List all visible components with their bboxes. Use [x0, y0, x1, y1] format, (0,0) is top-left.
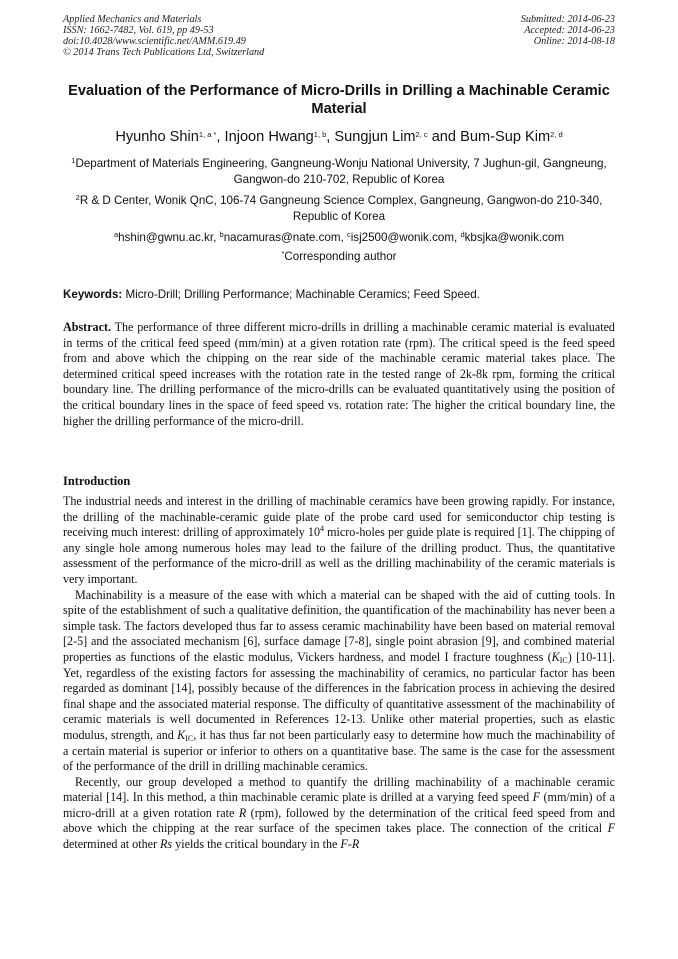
keywords-label: Keywords:	[63, 288, 123, 301]
intro-paragraph-3: Recently, our group developed a method to quantify the drilling machinability of a machinable ceramic material [14]. In this method, a thin machinable ceramic plate is drilled at a varying feed speed F (mm/min) of a micro-drill at a given rotation rate R (rpm), followed by the determination of the critical feed speed from and above which the chipping at the rear surface of the specimen takes place. The connection of the critical F determined at other Rs yields the critical boundary in the F-R	[63, 774, 615, 852]
corresponding-text: Corresponding author	[284, 250, 397, 263]
email-sup: a	[113, 230, 119, 239]
email-sup: b	[219, 230, 224, 239]
email-link[interactable]: hshin@gwnu.ac.kr	[118, 231, 214, 244]
author-sup: 2, c	[415, 130, 428, 139]
author-name: Hyunho Shin	[115, 129, 199, 145]
affiliation-text: R & D Center, Wonik QnC, 106-74 Gangneung Science Complex, Gangneung, Gangwon-do 210-340, Republic of Korea	[79, 194, 603, 223]
corresponding-author-note	[63, 249, 615, 265]
author-sup: 2, d	[550, 130, 563, 139]
abstract	[63, 320, 615, 429]
affiliation-text: Department of Materials Engineering, Gangneung-Wonju National University, 7 Jughun-gil, Gangneung, Gangwon-do 210-702, Republic of Korea	[75, 157, 607, 186]
paper-title: Evaluation of the Performance of Micro-Drills in Drilling a Machinable Ceramic Material	[68, 83, 610, 117]
affiliation-sup: 1	[71, 156, 76, 165]
corresponding-sup: *	[281, 249, 285, 258]
journal-header-left	[63, 14, 264, 58]
abstract-label: Abstract.	[63, 320, 112, 334]
intro-paragraph-2: Machinability is a measure of the ease with which a material can be shaped with the aid of cutting tools. In spite of the establishment of such a qualitative definition, the quantification of the machinability has never been a simple task. The factors developed thus far to assess ceramic machinability have been based on material removal [2-5] and the associated mechanism [6], surface damage [7-8], single point abrasion [9], and combined material properties as functions of the elastic modulus, Vickers hardness, and model I fracture toughness $(K_{IC})$ [10-11]. Yet, regardless of the existing factors for assessing the machinability of ceramics, no particular factor has been regarded as dominant [14], possibly because of the differences in the fabrication process in achieving the desired final shape and the associated material response. The difficulty of quantitative assessment of the machinability of ceramic materials is well documented in References 12-13. Unlike other material properties, such as elastic modulus, strength, and $K_{IC}$, it has thus far not been particularly easy to determine how much the machinability of a certain material is superior or inferior to others on a quantitative base. The same is the case for the assessment of the performance of the drill in drilling machinable ceramics.	[63, 587, 615, 774]
intro-paragraph-1: The industrial needs and interest in the drilling of machinable ceramics have been growing rapidly. For instance, the drilling of the machinable-ceramic guide plate of the probe card used for semiconductor chip testing is receiving much interest: drilling of approximately $10^4$ micro-holes per guide plate is required [1]. The chipping of any single hole among numerous holes may lead to the failure of the drilling product. Thus, the quantitative assessment of the performance of the micro-drill as well as the drilling machinability of the ceramic materials is very important.	[63, 494, 615, 586]
introduction-body	[63, 494, 615, 853]
affiliation-1	[63, 156, 615, 188]
issn-line: ISSN: 1662-7482, Vol. 619, pp 49-53	[63, 25, 214, 36]
author-list: Hyunho Shin$^{1, a *}$, Injoon Hwang$^{1, b}$, Sungjun Lim$^{2, c}$ and Bum-Sup Kim$^{2, d}$	[115, 129, 563, 145]
affiliation-sup: 2	[75, 193, 80, 202]
author-name: Bum-Sup Kim	[460, 129, 551, 145]
author-name: Injoon Hwang	[224, 129, 314, 145]
author-name: Sungjun Lim	[334, 129, 416, 145]
email-list: $^a$hshin@gwnu.ac.kr, $^b$nacamuras@nate.com, $^c$isj2500@wonik.com, $^d$kbsjka@wonik.com	[113, 230, 565, 244]
email-link[interactable]: nacamuras@nate.com	[223, 231, 341, 244]
accepted-date: Accepted: 2014-06-23	[524, 25, 615, 36]
doi-line[interactable]: doi:10.4028/www.scientific.net/AMM.619.49	[63, 36, 246, 47]
affiliation-2	[63, 193, 615, 225]
submitted-date: Submitted: 2014-06-23	[520, 14, 615, 25]
keywords-text: Micro-Drill; Drilling Performance; Machinable Ceramics; Feed Speed.	[125, 288, 480, 301]
email-sup: d	[460, 230, 465, 239]
keywords	[63, 287, 615, 302]
journal-header-right	[521, 14, 615, 47]
abstract-text: The performance of three different micro-drills in drilling a machinable ceramic material is evaluated in terms of the critical feed speed (mm/min) at a given rotation rate (rpm). The critical speed is the feed speed from and above which the chipping on the rear side of the machinable ceramic material takes place. The determined critical speed increases with the rotation rate in the tested range of 2k-8k rpm, forming the critical boundary line. The drilling performance of the micro-drills can be evaluated quantitatively using the position of the critical boundary lines in the space of feed speed vs. rotation rate: The higher the critical boundary line, the higher the drilling performance of the micro-drill.	[63, 320, 615, 428]
journal-name: Applied Mechanics and Materials	[63, 14, 202, 25]
online-date: Online: 2014-08-18	[533, 36, 615, 47]
author-sup: 1, a *	[198, 130, 217, 139]
author-sup: 1, b	[313, 130, 327, 139]
email-sup: c	[346, 230, 351, 239]
copyright-line: © 2014 Trans Tech Publications Ltd, Switzerland	[63, 47, 265, 58]
section-heading-introduction: Introduction	[63, 474, 131, 488]
email-link[interactable]: kbsjka@wonik.com	[464, 231, 565, 244]
email-link[interactable]: isj2500@wonik.com	[350, 231, 454, 244]
